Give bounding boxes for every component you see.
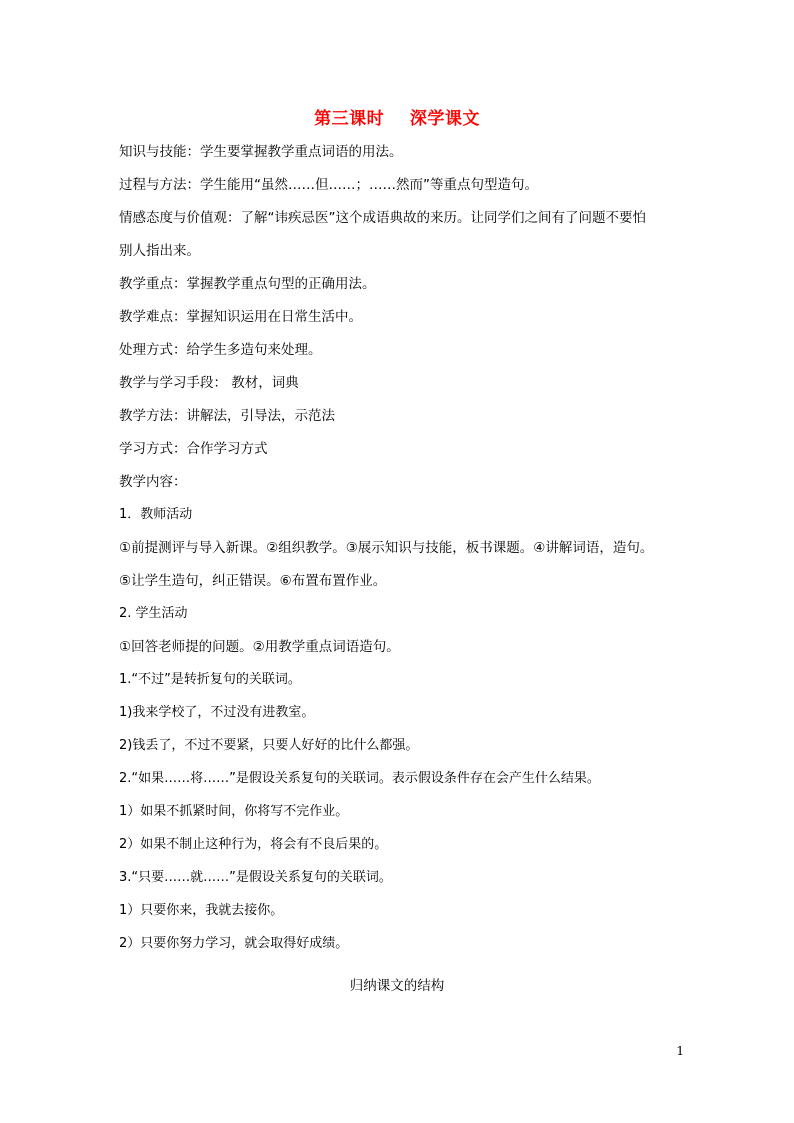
text-line: 处理方式：给学生多造句来处理。 [119,342,322,358]
text-line: 教学内容： [119,474,187,490]
text-line: 1．教师活动 [119,507,193,522]
text-line: 3.“只要……就……”是假设关系复句的关联词。 [119,870,392,885]
text-line: 教学与学习手段： 教材，词典 [119,375,299,391]
text-line: 2）只要你努力学习，就会取得好成绩。 [119,936,349,951]
document-body [119,140,689,965]
page-number: 1 [676,1044,684,1058]
text-line: 2. 学生活动 [119,606,188,621]
text-line: 1）如果不抓紧时间，你将写不完作业。 [119,804,349,819]
text-line: 2)钱丢了，不过不要紧，只要人好好的比什么都强。 [119,738,419,753]
text-line: 过程与方法：学生能用“虽然……但……；……然而”等重点句型造句。 [119,177,538,193]
text-line: 教学重点：掌握教学重点句型的正确用法。 [119,276,376,292]
text-line: ⑤让学生造句，纠正错误。⑥布置布置作业。 [119,573,387,589]
text-line: 教学难点：掌握知识运用在日常生活中。 [119,309,362,325]
text-line: 情感态度与价值观：了解“讳疾忌医”这个成语典故的来历。让同学们之间有了问题不要怕 [119,210,646,226]
text-line: 教学方法：讲解法，引导法，示范法 [119,408,335,424]
text-line: ①前提测评与导入新课。②组织教学。③展示知识与技能，板书课题。④讲解词语，造句。 [119,540,654,556]
section-heading: 归纳课文的结构 [349,978,445,994]
text-line: 2.“如果……将……”是假设关系复句的关联词。表示假设条件存在会产生什么结果。 [119,771,600,786]
lesson-title: 第三课时 深学课文 [314,109,480,129]
text-line: 知识与技能：学生要掌握教学重点词语的用法。 [119,144,403,160]
text-line: 学习方式：合作学习方式 [119,441,268,457]
text-line: 1）只要你来，我就去接你。 [119,903,284,918]
text-line: 别人指出来。 [119,243,200,259]
text-line: ①回答老师提的问题。②用教学重点词语造句。 [119,639,400,655]
text-line: 2）如果不制止这种行为，将会有不良后果的。 [119,837,388,852]
text-line: 1)我来学校了，不过没有进教室。 [119,705,315,720]
text-line: 1.“不过”是转折复句的关联词。 [119,672,301,687]
